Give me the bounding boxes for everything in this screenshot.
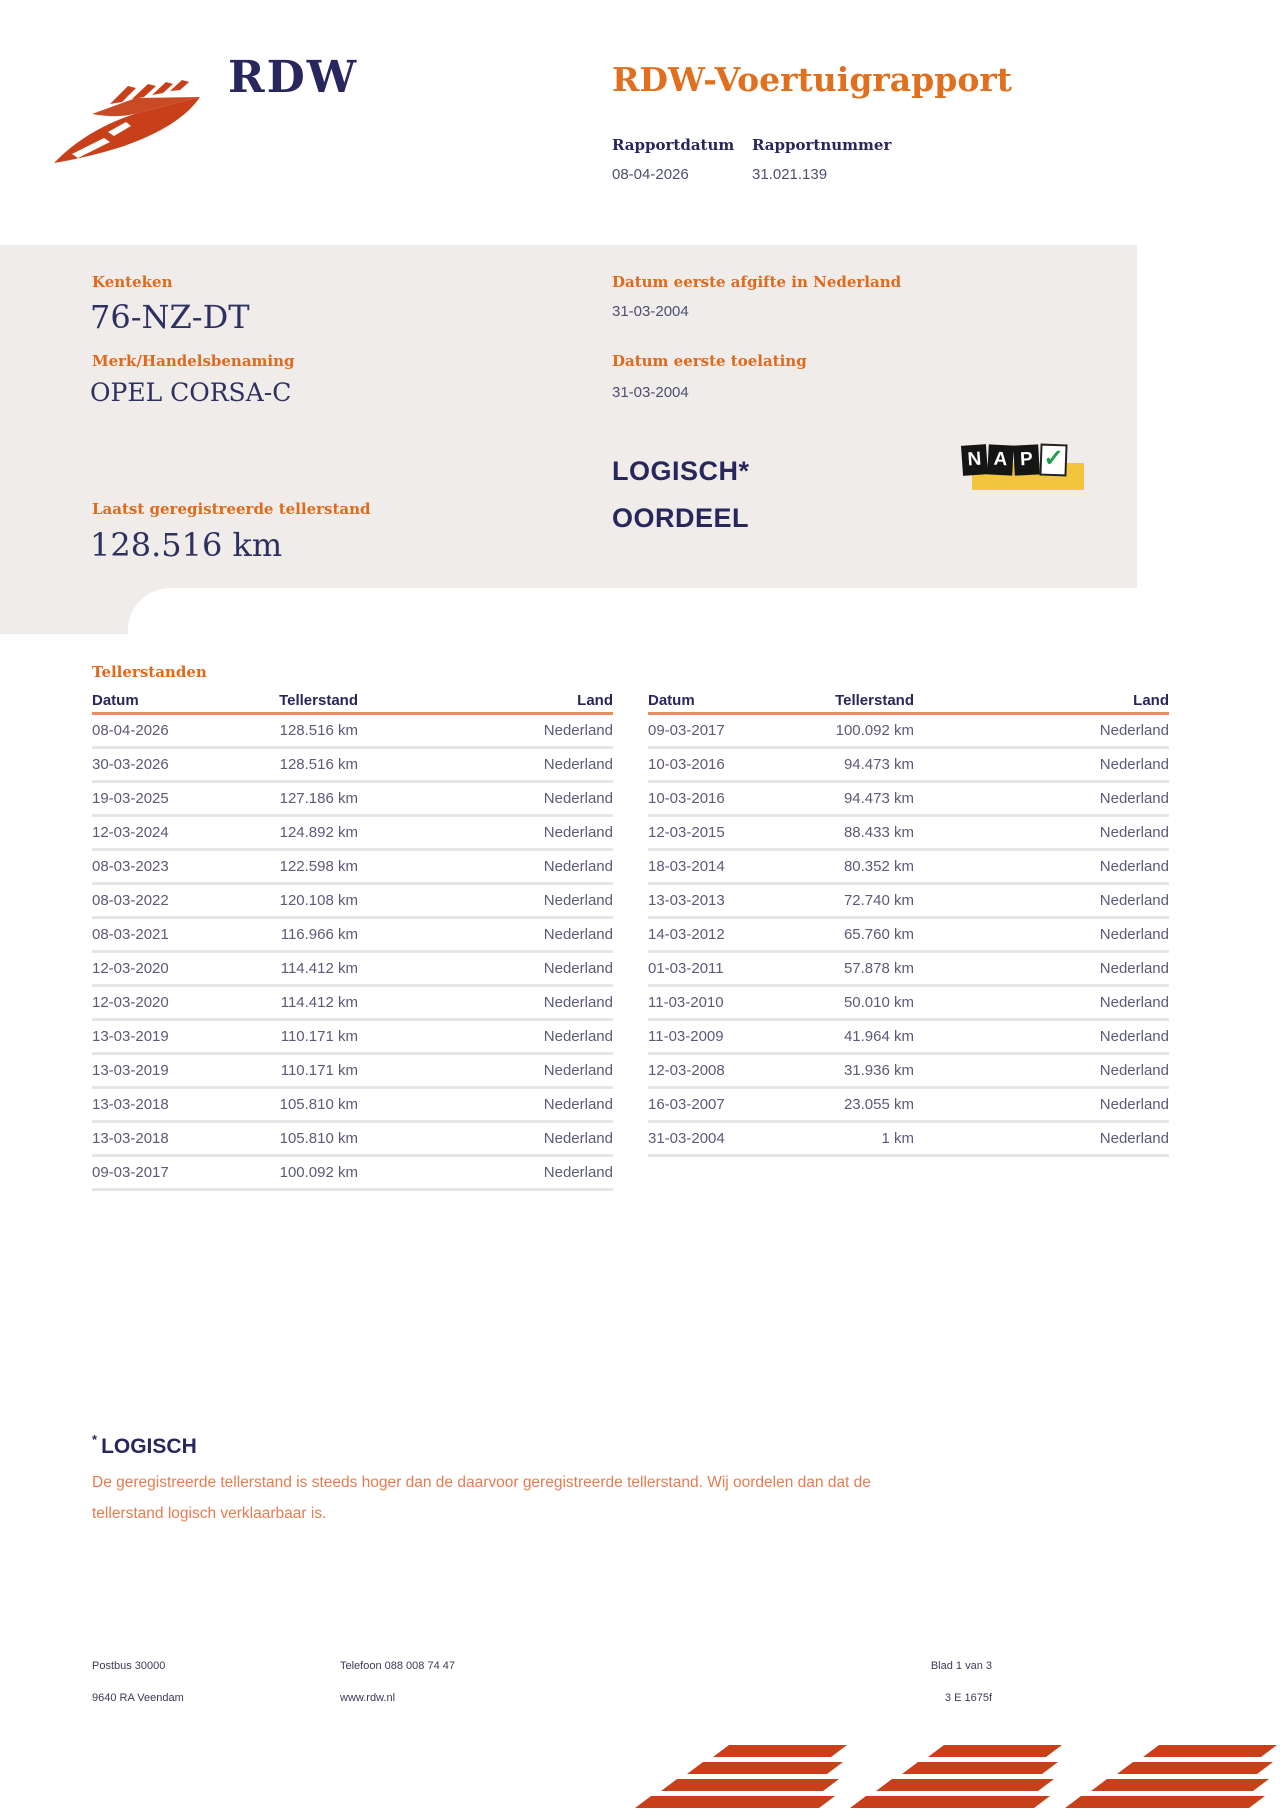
- cell-land: Nederland: [543, 858, 613, 875]
- cell-tellerstand: 110.171 km: [280, 1062, 358, 1079]
- cell-datum: 12-03-2020: [92, 994, 169, 1011]
- table-row: [648, 885, 1169, 919]
- tellerstanden-section-title: Tellerstanden: [92, 663, 207, 681]
- table-row: [648, 783, 1169, 817]
- cell-datum: 09-03-2017: [648, 722, 725, 739]
- table-row: [648, 817, 1169, 851]
- merk-value: OPEL CORSA-C: [90, 378, 292, 407]
- report-date-label: Rapportdatum: [612, 136, 735, 154]
- oordeel-text: [612, 448, 750, 542]
- footer-form-code: 3 E 1675f: [944, 1692, 992, 1704]
- table-row: [92, 1089, 613, 1123]
- cell-tellerstand: 57.878 km: [843, 960, 914, 977]
- cell-datum: 11-03-2009: [648, 1028, 724, 1045]
- table-row: [92, 953, 613, 987]
- cell-land: Nederland: [1099, 1130, 1169, 1147]
- table-row: [648, 749, 1169, 783]
- cell-tellerstand: 65.760 km: [843, 926, 914, 943]
- cell-datum: 13-03-2018: [92, 1096, 169, 1113]
- cell-datum: 11-03-2010: [648, 994, 724, 1011]
- tellerstand-table-right: [648, 691, 1169, 1157]
- laatste-tellerstand-label: Laatst geregistreerde tellerstand: [92, 500, 371, 518]
- logisch-explanation-body: [92, 1467, 952, 1529]
- cell-datum: 10-03-2016: [648, 756, 725, 773]
- cell-tellerstand: 124.892 km: [279, 824, 358, 841]
- page-title: RDW-Voertuigrapport: [612, 60, 1012, 99]
- cell-datum: 14-03-2012: [648, 926, 725, 943]
- table-row: [92, 919, 613, 953]
- cell-tellerstand: 100.092 km: [279, 1164, 358, 1181]
- cell-land: Nederland: [543, 756, 613, 773]
- toelating-value: 31-03-2004: [612, 384, 689, 401]
- cell-land: Nederland: [1099, 1096, 1169, 1113]
- cell-datum: 08-03-2021: [92, 926, 169, 943]
- table-row: [648, 851, 1169, 885]
- column-header-land: Land: [1133, 692, 1169, 709]
- nap-checkmark-icon: ✓: [1039, 444, 1067, 477]
- cell-land: Nederland: [543, 1164, 613, 1181]
- cell-datum: 09-03-2017: [92, 1164, 169, 1181]
- report-date-value: 08-04-2026: [612, 166, 689, 183]
- cell-tellerstand: 114.412 km: [280, 994, 358, 1011]
- footer-page-number: Blad 1 van 3: [930, 1660, 992, 1672]
- cell-land: Nederland: [543, 1096, 613, 1113]
- table-row: [92, 885, 613, 919]
- footer-website: www.rdw.nl: [340, 1692, 396, 1704]
- afgifte-value: 31-03-2004: [612, 303, 689, 320]
- table-header-row: [92, 691, 613, 715]
- oordeel-line1: LOGISCH*: [612, 456, 750, 486]
- cell-tellerstand: 100.092 km: [835, 722, 914, 739]
- cell-tellerstand: 23.055 km: [843, 1096, 914, 1113]
- tellerstand-table-left: [92, 691, 613, 1191]
- footer-address-line2: 9640 RA Veendam: [92, 1692, 184, 1704]
- cell-tellerstand: 80.352 km: [843, 858, 914, 875]
- footer-phone: Telefoon 088 008 74 47: [340, 1660, 455, 1672]
- table-row: [648, 1021, 1169, 1055]
- column-header-tellerstand: Tellerstand: [279, 692, 358, 709]
- nap-letter-n: N: [961, 444, 988, 476]
- report-number-value: 31.021.139: [752, 166, 828, 183]
- cell-land: Nederland: [543, 722, 613, 739]
- table-row: [648, 715, 1169, 749]
- table-row: [92, 1055, 613, 1089]
- explanation-line: De geregistreerde tellerstand is steeds hoger dan de daarvoor geregistreerde tellerstand. Wij oordelen dan dat de: [92, 1474, 871, 1491]
- nap-logo: [962, 444, 1084, 492]
- column-header-land: Land: [577, 692, 613, 709]
- table-row: [92, 1123, 613, 1157]
- cell-land: Nederland: [1099, 1028, 1169, 1045]
- cell-datum: 12-03-2008: [648, 1062, 725, 1079]
- table-row: [92, 1021, 613, 1055]
- cell-land: Nederland: [1099, 722, 1169, 739]
- rdw-logo-bird-icon: [52, 66, 204, 166]
- kenteken-value: 76-NZ-DT: [90, 298, 250, 336]
- cell-tellerstand: 31.936 km: [843, 1062, 914, 1079]
- merk-label: Merk/Handelsbenaming: [92, 352, 295, 370]
- cell-land: Nederland: [543, 790, 613, 807]
- table-row: [648, 1055, 1169, 1089]
- cell-tellerstand: 120.108 km: [279, 892, 358, 909]
- cell-datum: 12-03-2015: [648, 824, 725, 841]
- explanation-line: tellerstand logisch verklaarbaar is.: [92, 1505, 327, 1522]
- laatste-tellerstand-value: 128.516 km: [90, 526, 283, 564]
- cell-tellerstand: 1 km: [881, 1130, 914, 1147]
- cell-datum: 18-03-2014: [648, 858, 725, 875]
- logisch-title-text: LOGISCH: [101, 1435, 197, 1458]
- cell-tellerstand: 128.516 km: [279, 756, 358, 773]
- toelating-label: Datum eerste toelating: [612, 352, 807, 370]
- table-row: [648, 1089, 1169, 1123]
- cell-land: Nederland: [1099, 994, 1169, 1011]
- cell-datum: 13-03-2013: [648, 892, 725, 909]
- cell-land: Nederland: [1099, 756, 1169, 773]
- cell-datum: 31-03-2004: [648, 1130, 725, 1147]
- cell-datum: 13-03-2019: [92, 1062, 169, 1079]
- table-header-row: [648, 691, 1169, 715]
- table-row: [92, 749, 613, 783]
- cell-tellerstand: 122.598 km: [279, 858, 358, 875]
- rdw-logo-text: RDW: [228, 52, 359, 103]
- cell-datum: 12-03-2020: [92, 960, 169, 977]
- cell-datum: 01-03-2011: [648, 960, 724, 977]
- cell-land: Nederland: [1099, 790, 1169, 807]
- cell-datum: 19-03-2025: [92, 790, 169, 807]
- cell-datum: 08-04-2026: [92, 722, 169, 739]
- cell-datum: 13-03-2019: [92, 1028, 169, 1045]
- cell-tellerstand: 105.810 km: [279, 1130, 358, 1147]
- cell-land: Nederland: [1099, 1062, 1169, 1079]
- cell-land: Nederland: [543, 960, 613, 977]
- kenteken-label: Kenteken: [92, 273, 173, 291]
- cell-tellerstand: 128.516 km: [279, 722, 358, 739]
- cell-land: Nederland: [1099, 926, 1169, 943]
- column-header-tellerstand: Tellerstand: [835, 692, 914, 709]
- table-row: [648, 953, 1169, 987]
- table-row: [92, 715, 613, 749]
- cell-tellerstand: 94.473 km: [843, 790, 914, 807]
- nap-letter-a: A: [987, 444, 1014, 475]
- cell-datum: 10-03-2016: [648, 790, 725, 807]
- decorative-swoosh-stripes: [635, 1739, 1280, 1811]
- cell-land: Nederland: [543, 994, 613, 1011]
- table-row: [92, 851, 613, 885]
- cell-land: Nederland: [543, 892, 613, 909]
- cell-datum: 13-03-2018: [92, 1130, 169, 1147]
- cell-land: Nederland: [543, 1130, 613, 1147]
- table-row: [92, 817, 613, 851]
- table-row: [648, 987, 1169, 1021]
- footer-address-line1: Postbus 30000: [92, 1660, 166, 1672]
- cell-tellerstand: 116.966 km: [280, 926, 358, 943]
- cell-land: Nederland: [543, 1062, 613, 1079]
- cell-tellerstand: 127.186 km: [279, 790, 358, 807]
- cell-tellerstand: 72.740 km: [843, 892, 914, 909]
- logisch-explanation-title: [92, 1432, 197, 1459]
- cell-land: Nederland: [1099, 892, 1169, 909]
- cell-datum: 12-03-2024: [92, 824, 169, 841]
- table-row: [648, 1123, 1169, 1157]
- cell-tellerstand: 110.171 km: [280, 1028, 358, 1045]
- table-row: [92, 1157, 613, 1191]
- cell-tellerstand: 88.433 km: [843, 824, 914, 841]
- cell-tellerstand: 94.473 km: [843, 756, 914, 773]
- report-number-label: Rapportnummer: [752, 136, 892, 154]
- cell-land: Nederland: [1099, 858, 1169, 875]
- cell-land: Nederland: [543, 824, 613, 841]
- cell-land: Nederland: [1099, 960, 1169, 977]
- asterisk-mark: *: [92, 1432, 98, 1447]
- cell-tellerstand: 50.010 km: [843, 994, 914, 1011]
- table-row: [648, 919, 1169, 953]
- nap-letter-p: P: [1013, 444, 1040, 475]
- cell-tellerstand: 105.810 km: [279, 1096, 358, 1113]
- cell-datum: 16-03-2007: [648, 1096, 725, 1113]
- cell-datum: 08-03-2022: [92, 892, 169, 909]
- table-row: [92, 783, 613, 817]
- cell-datum: 30-03-2026: [92, 756, 169, 773]
- cell-land: Nederland: [1099, 824, 1169, 841]
- oordeel-line2: OORDEEL: [612, 503, 750, 533]
- column-header-datum: Datum: [648, 692, 695, 709]
- cell-tellerstand: 114.412 km: [280, 960, 358, 977]
- cell-land: Nederland: [543, 926, 613, 943]
- cell-tellerstand: 41.964 km: [843, 1028, 914, 1045]
- cell-datum: 08-03-2023: [92, 858, 169, 875]
- afgifte-label: Datum eerste afgifte in Nederland: [612, 273, 902, 291]
- column-header-datum: Datum: [92, 692, 139, 709]
- table-row: [92, 987, 613, 1021]
- cell-land: Nederland: [543, 1028, 613, 1045]
